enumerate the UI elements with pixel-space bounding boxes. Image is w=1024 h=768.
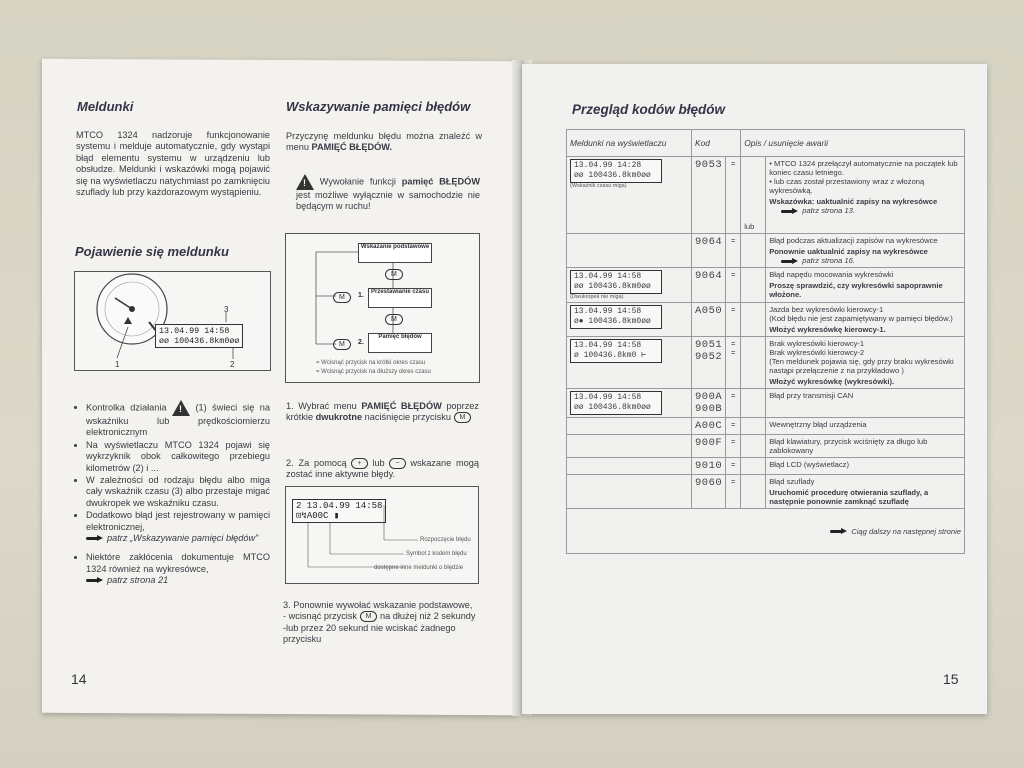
description-action: Włożyć wykresówkę (wykresówki). [769,377,895,386]
cell-equals: = [726,234,741,268]
lcd-caption: (Wskaźnik czasu miga) [570,183,627,189]
list-item: • Dodatkowo błąd jest rejestrowany w pamięci elektronicznej, patrz „Wskazywanie pamięci błędów” [86,510,270,544]
cell-code: 9051 9052 [692,337,726,389]
arrow-icon [781,208,799,215]
description-action: Uruchomić procedurę otwierania szuflady, a następnie ponownie zamknąć szufladę [769,488,929,506]
description-text: Brak wykresówki kierowcy-1 Brak wykresówki kierowcy-2 (Ten meldunek pojawia się, gdy przy braku wykresówki nastąpi przełączenie z na przykładowo ) [769,339,954,375]
cell-code: A00C [692,418,726,435]
fig-lcd-display [155,324,243,348]
description-action: Ponownie uaktualnić zapisy na wykresówce [769,247,928,256]
cell-extra [741,337,766,389]
warning-icon [172,400,190,416]
lcd-line1: 13.04.99 14:28 [574,161,642,170]
lcd-line2: øø 100436.8km0øø [574,282,651,291]
table-row [567,268,965,303]
node-przestawianie: Przestawianie czasu [368,288,432,308]
lcd-display [570,270,662,294]
step-number-1: 1. [358,292,364,299]
cell-equals: = [726,389,741,418]
description-text: Jazda bez wykresówki kierowcy-1 (Kod błędu nie jest zapamiętywany w pamięci błędów.) [769,305,953,323]
description-text: Błąd klawiatury, przycisk wciśnięty za długo lub zablokowany [769,437,928,455]
m-button-icon: M [360,611,378,622]
heading-pojawienie: Pojawienie się meldunku [75,244,229,259]
column-header-code: Kod [692,130,741,157]
figure-speedometer [74,271,271,371]
cell-equals: = [726,435,741,458]
table-header-row [567,130,965,157]
arrow-icon [86,535,104,542]
cell-display [567,389,692,418]
table-row [567,435,965,458]
lcd-line1: 13.04.99 14:58 [574,393,642,402]
description-action: Proszę sprawdzić, czy wykresówki sapoprawnie włożone. [769,281,943,299]
cell-description [766,268,965,303]
m-button-icon: M [385,314,403,325]
list-item: • W zależności od rodzaju błędu albo miga cały wskaźnik czasu (3) albo przestaje migać dwukropek we wskaźniku czasu. [86,475,270,509]
cell-code: A050 [692,303,726,337]
m-button-icon: M [333,339,351,350]
cell-description [766,435,965,458]
bullet-list [74,400,270,588]
cell-code: 9053 [692,157,726,234]
page-number-left: 14 [71,671,87,687]
cell-display [567,303,692,337]
list-item: • Na wyświetlaczu MTCO 1324 pojawi się wykrzyknik obok całkowitego przebiegu kilometrów (2) i ... [86,440,270,474]
cell-extra [741,389,766,418]
cell-description [766,389,965,418]
step-1: 1. Wybrać menu PAMIĘĆ BŁĘDÓW poprzez krótkie dwukrotne naciśnięcie przycisku M [286,401,479,423]
cell-display [567,268,692,303]
lcd-line2: ø 100436.8km0 ⊢ [574,351,647,360]
plus-button-icon: + [351,458,367,469]
lcd-line2: ø● 100436.8km0øø [574,317,651,326]
cell-code: 9010 [692,458,726,475]
cell-code: 9064 [692,234,726,268]
cell-equals: = [726,303,741,337]
description-text: Błąd podczas aktualizacji zapisów na wykresówce [769,236,938,245]
cell-description [766,157,965,234]
extra-label: lub [744,222,755,231]
table-row [567,418,965,435]
table-row [567,458,965,475]
error-code-table [566,129,965,554]
cell-description [766,303,965,337]
cell-display [567,475,692,509]
cell-display [567,435,692,458]
fig2-lcd-line2: ⊡↯A00C ▮ [296,511,340,521]
table-footer-row [567,509,965,554]
cell-extra [741,303,766,337]
cell-display [567,337,692,389]
legend-short-press: = Wcisnąć przycisk na krótki okres czasu [316,360,426,366]
heading-meldunki: Meldunki [77,99,134,114]
lcd-caption: (Dwukropek nie miga) [570,294,624,300]
column-header-description: Opis / usunięcie awarii [741,130,965,157]
cell-extra [741,435,766,458]
node-pamiec: Pamięć błędów [368,333,432,353]
minus-button-icon: − [389,458,405,469]
fig-callout-3: 3 [224,305,229,314]
table-row [567,303,965,337]
cell-equals: = [726,475,741,509]
right-title: Przegląd kodów błędów [572,102,726,117]
cell-display [567,418,692,435]
fig-lcd-line2: øø 100436.8km0øø [159,336,240,346]
lcd-display [570,305,662,329]
warning-icon [296,174,314,190]
cell-description [766,475,965,509]
page-number-right: 15 [943,671,959,687]
cell-equals: = [726,157,741,234]
lcd-display [570,391,662,415]
arrow-icon [781,258,799,265]
paragraph-meldunki: MTCO 1324 nadzoruje funkcjonowanie systemu i melduje automatycznie, gdy wystąpi błąd elementu systemu w urządzeniu lub obsłudze. Meldunki i wskazówki mogą pojawić się na wyświetlaczu natychmiast po zamknięciu szuflady lub przy każdorazowym wystąpieniu. [76,130,270,198]
lcd-display [570,159,662,183]
continued-note: Ciąg dalszy na następnej stronie [851,526,961,536]
lcd-display [570,339,662,363]
lcd-line2: øø 100436.8km0øø [574,403,651,412]
fig-lcd-line1: 13.04.99 14:58 [159,326,230,336]
cell-code: 900F [692,435,726,458]
fig2-lcd-line1: 2 13.04.99 14:58 [296,501,383,511]
cell-extra [741,418,766,435]
cell-display [567,157,692,234]
cell-equals: = = [726,337,741,389]
step-2: 2. Za pomocą + lub − wskazane mogą zostać inne aktywne błędy. [286,458,480,480]
heading-wskazywanie: Wskazywanie pamięci błędów [286,99,471,114]
m-button-icon: M [385,269,403,280]
cell-extra [741,458,766,475]
lcd-line1: 13.04.99 14:58 [574,341,642,350]
description-text: Błąd szuflady [769,477,815,486]
arrow-icon [86,577,104,584]
description-text: Błąd napędu mocowania wykresówki [769,270,894,279]
figure-error-display [285,486,479,584]
column-header-display: Meldunki na wyświetlaczu [567,130,692,157]
description-action: Włożyć wykresówkę kierowcy-1. [769,325,886,334]
description-text: Błąd LCD (wyświetlacz) [769,460,849,469]
cell-extra [741,268,766,303]
list-item: • Kontrolka działania ! (1) świeci się na wskaźniku lub prędkościomierzu elektronicznym [86,400,270,439]
table-row [567,234,965,268]
table-row [567,389,965,418]
description-text: • MTCO 1324 przełączył automatycznie na początek lub koniec czasu letniego. • lub czas został przestawiony wraz z włożoną wykresówką. [769,159,958,195]
node-wskazanie: Wskazanie podstawowe [358,243,432,263]
list-item: • Niektóre zakłócenia dokumentuje MTCO 1324 również na wykresówce, patrz strona 21 [86,552,270,586]
lcd-line2: øø 100436.8km0øø [574,171,651,180]
cell-equals: = [726,418,741,435]
description-text: Wewnętrzny błąd urządzenia [769,420,867,429]
cell-description [766,234,965,268]
description-text: Błąd przy transmisji CAN [769,391,854,400]
arrow-icon [830,528,848,535]
cell-extra [741,475,766,509]
cell-equals: = [726,268,741,303]
cell-equals: = [726,458,741,475]
cell-display [567,234,692,268]
table-row [567,475,965,509]
table-row [567,337,965,389]
cell-display [567,458,692,475]
paragraph-przyczyne: Przyczynę meldunku błędu można znaleźć w menu PAMIĘĆ BŁĘDÓW. [286,131,482,153]
m-button-icon: M [454,412,472,423]
m-button-icon: M [333,292,351,303]
cell-description [766,418,965,435]
cell-extra [741,157,766,234]
legend-long-press: = Wcisnąć przycisk na dłuższy okres czasu [316,369,431,375]
cell-description [766,458,965,475]
cell-description [766,337,965,389]
figure-menu-flow [285,233,480,383]
cell-code: 9064 [692,268,726,303]
page-reference: patrz strona 16. [802,256,855,265]
cell-code: 900A 900B [692,389,726,418]
fig2-label-symbol: Symbol z kodem błędu [406,551,467,557]
warning-note: ! Wywołanie funkcji pamięć BŁĘDÓW jest możliwe wyłącznie w samochodzie nie będącym w ruchu! [296,174,480,213]
step-3: 3. Ponownie wywołać wskazanie podstawowe, - wcisnąć przycisk M na dłużej niż 2 sekundy -lub przez 20 sekund nie wciskać żadnego przycisku [283,600,476,645]
fig-callout-1: 1 [115,360,120,369]
cell-code: 9060 [692,475,726,509]
fig2-label-start: Rozpoczęcie błędu [420,537,471,543]
speedometer-icon [75,272,270,370]
description-action: Wskazówka: uaktualnić zapisy na wykresówce [769,197,938,206]
page-reference: patrz strona 13. [802,206,855,215]
fig2-label-more: dostępne inne meldunki o błędzie [374,565,464,571]
lcd-line1: 13.04.99 14:58 [574,272,642,281]
step-number-2: 2. [358,339,364,346]
cell-extra [741,234,766,268]
table-row [567,157,965,234]
lcd-line1: 13.04.99 14:58 [574,307,642,316]
fig-callout-2: 2 [230,360,235,369]
